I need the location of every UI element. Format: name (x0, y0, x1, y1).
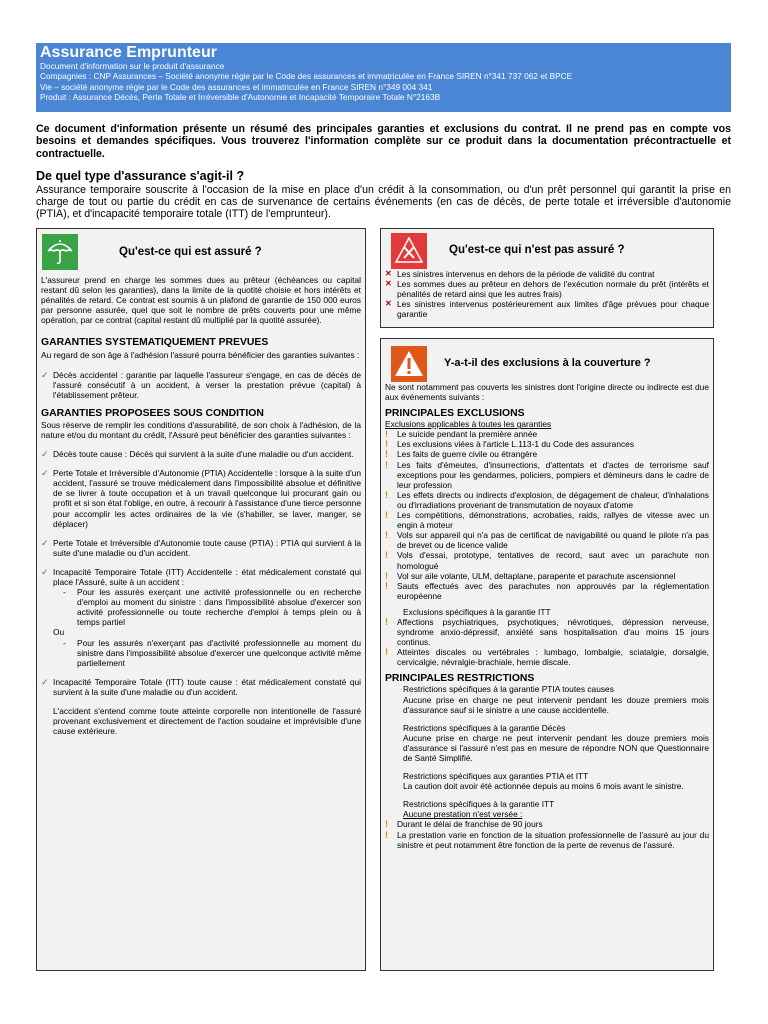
list-item: ! Durant le délai de franchise de 90 jours (385, 819, 543, 830)
list-item: ✓ Perte Totale et Irréversible d'Autonomie (PTIA) Accidentelle : lorsque à la suite d'un accident, l'assuré se trouve médicalement dans l'impossibilité absolue et définitive de se livrer à toute occupation et à un travail quelconque lui procurant gain ou profit et si son état l'oblige, en outre, à recourir à l'assistance d'une tierce personne pour accomplir les actes ordinaires de la vie (s'habiller, se laver, manger, se déplacer) (41, 468, 361, 529)
banner-line: Document d'information sur le produit d'assurance (40, 61, 225, 71)
header-banner (36, 43, 731, 112)
list-item: ✕ Les sinistres intervenus postérieurement aux limites d'âge prévues pour chaque garantie (385, 299, 709, 320)
restriction-label: Restrictions spécifiques à la garantie PTIA toutes causes (403, 684, 614, 695)
exclamation-icon: ! (385, 489, 388, 500)
not-assured-panel (380, 228, 714, 328)
list-item: ✓ Incapacité Temporaire Totale (ITT) Accidentelle : état médicalement constaté qui place l'Assuré, suite à un accident : (41, 566, 361, 587)
exclusions-panel (380, 338, 714, 971)
check-icon: ✓ (41, 449, 49, 460)
intro-paragraph: Ce document d'information présente un résumé des principales garanties et exclusions du contrat. Il ne prend pas en compte vos besoins et demandes spécifiques. Vous trouverez l'information complète sur ce produit dans la documentation précontractuelle et contractuelle. (36, 123, 731, 160)
exclamation-icon: ! (385, 580, 388, 591)
list-item: - Pour les assurés exerçant une activité professionnelle ou en recherche d'emploi au moment du sinistre : dans l'impossibilité absolue d'exercer son activité professionnelle ou toute recherche d'emploi à temps plein ou à temps partiel (63, 587, 361, 628)
exclamation-icon: ! (385, 550, 388, 561)
exclusions-title: Y-a-t-il des exclusions à la couverture ? (444, 357, 651, 369)
list-item: ! Les faits d'émeutes, d'insurrections, d'attentats et d'actes de terrorisme sauf exceptions pour les gendarmes, policiers, pompiers et démineurs dans le cadre de leur profession (385, 459, 709, 490)
systematic-guarantees-text: Au regard de son âge à l'adhésion l'assuré pourra bénéficier des garanties suivantes : (41, 350, 360, 361)
exclusions-intro: Ne sont notamment pas couverts les sinistres dont l'origine directe ou indirecte est due aux événements suivants : (385, 382, 709, 403)
check-icon: ✓ (41, 468, 49, 479)
insurance-type-heading: De quel type d'assurance s'agit-il ? (36, 169, 245, 183)
umbrella-icon (42, 234, 78, 270)
list-item: ! Atteintes discales ou vertébrales : lumbago, lombalgie, sciatalgie, dorsalgie, cervicalgie, névralgie-brachiale, hernie discale. (385, 647, 709, 668)
list-item: ✓ Décès toute cause : Décès qui survient à la suite d'une maladie ou d'un accident. (41, 449, 354, 460)
cross-icon: ✕ (385, 299, 392, 309)
check-icon: ✓ (41, 369, 49, 380)
list-item: ! Le suicide pendant la première année (385, 429, 538, 440)
not-assured-title: Qu'est-ce qui n'est pas assuré ? (449, 244, 625, 256)
exclamation-icon: ! (385, 616, 388, 627)
banner-line: Compagnies : CNP Assurances – Société anonyme régie par le Code des assurances et immatriculée en France SIREN n°341 737 062 et BPCE (40, 71, 573, 82)
list-item: ✓ Décès accidentel : garantie par laquelle l'assureur s'engage, en cas de décès de l'assuré consécutif à un accident, à verser la prestation prévue (capital) à l'établissement prêteur. (41, 369, 361, 400)
check-icon: ✓ (41, 676, 49, 687)
assured-intro: L'assureur prend en charge les sommes dues au prêteur (échéances ou capital restant dû selon les garanties), dans la limite de la quotité choisie et hors intérêts et pénalités de retard. Ce contrat est soumis à un plafond de garantie de 150 000 euros par personne assurée, quel que soit le nombre de prêts couverts pour une même opération, par ce contrat (capital restant dû multiplié par la quotité assurée). (41, 275, 361, 326)
check-icon: ✓ (41, 566, 49, 577)
restriction-text: Aucune prise en charge ne peut intervenir pendant les douze premiers mois d'assurance si l'assuré n'est pas en mesure de répondre NON que Questionnaire de Santé Simplifié. (403, 732, 709, 763)
exclamation-icon: ! (385, 819, 388, 830)
list-item: ✓ Perte Totale et Irréversible d'Autonomie toute cause (PTIA) : PTIA qui survient à la suite d'une maladie ou d'un accident. (41, 537, 361, 558)
cross-icon: ✕ (385, 269, 392, 278)
cross-icon: ✕ (385, 279, 392, 289)
crossed-document-icon (391, 233, 427, 269)
all-guarantees-label: Exclusions applicables à toutes les garanties (385, 419, 552, 430)
conditional-guarantees-text: Sous réserve de remplir les conditions d'assurabilité, de son choix à l'adhésion, de la nature et/ou du montant du crédit, l'Assuré peut bénéficier des garanties suivantes : (41, 419, 361, 440)
list-item: ! Vol sur aile volante, ULM, deltaplane, parapente et parachute ascensionnel (385, 570, 676, 581)
exclamation-icon: ! (385, 570, 388, 581)
list-item: ! Vols sur appareil qui n'a pas de certificat de navigabilité ou quand le pilote n'a pas de brevet ou de licence valide (385, 530, 709, 551)
exclamation-icon: ! (385, 829, 388, 840)
check-icon: ✓ (41, 537, 49, 548)
list-item: ✓ Incapacité Temporaire Totale (ITT) toute cause : état médicalement constaté qui survient à la suite d'une maladie ou d'un accident. (41, 676, 361, 697)
exclamation-icon: ! (385, 530, 388, 541)
list-item: ✕ Les sinistres intervenus en dehors de la période de validité du contrat (385, 269, 655, 279)
list-item: ✕ Les sommes dues au prêteur en dehors de l'exécution normale du prêt (intérêts et pénalités de retard ainsi que les autres frais) (385, 279, 709, 300)
accident-definition: L'accident s'entend comme toute atteinte corporelle non intentionelle de l'assuré provenant exclusivement et directement de l'action soudaine et imprévisible d'une cause extérieure. (53, 706, 361, 737)
restriction-text: La caution doit avoir été actionnée depuis au moins 6 mois avant le sinistre. (403, 781, 684, 792)
exclamation-icon: ! (385, 429, 388, 440)
exclamation-icon: ! (385, 510, 388, 521)
exclamation-icon: ! (385, 449, 388, 460)
itt-exclusions-label: Exclusions spécifiques à la garantie ITT (403, 606, 551, 617)
list-item: - Pour les assurés n'exerçant pas d'activité professionnelle au moment du sinistre dans l'impossibilité absolue d'exercer une quelconque activité même partiellement (63, 637, 361, 668)
document-title: Assurance Emprunteur (40, 44, 217, 61)
restriction-label: Restrictions spécifiques à la garantie ITT (403, 799, 555, 810)
list-item: ! Vols d'essai, prototype, tentatives de record, saut avec un parachute non homologué (385, 550, 709, 571)
list-item: ! Les effets directs ou indirects d'explosion, de dégagement de chaleur, d'inhalations ou d'irradiations provenant de transmutation de noyaux d'atome (385, 489, 709, 510)
exclamation-icon: ! (385, 647, 388, 658)
or-label: Ou (53, 627, 65, 638)
banner-line: Produit : Assurance Décès, Perte Totale et Irréversible d'Autonomie et Incapacité Temporaire Totale N°2163B (40, 91, 441, 102)
main-restrictions-heading: PRINCIPALES RESTRICTIONS (385, 673, 535, 685)
exclamation-icon: ! (385, 459, 388, 470)
assured-title: Qu'est-ce qui est assuré ? (119, 246, 262, 258)
list-item: ! La prestation varie en fonction de la situation professionnelle de l'assuré au jour du sinistre et peut notamment être fonction de la perte de revenus de l'assuré. (385, 829, 709, 850)
list-item: ! Les compétitions, démonstrations, acrobaties, raids, rallyes de vitesse avec un engin à moteur (385, 510, 709, 531)
assured-panel (36, 228, 366, 971)
banner-line: Vie – société anonyme régie par le Code des assurances et immatriculée en France SIREN n°349 004 341 (40, 81, 433, 92)
restriction-label: Restrictions spécifiques à la garantie Décès (403, 722, 566, 733)
restriction-label: Restrictions spécifiques aux garanties PTIA et ITT (403, 771, 589, 782)
warning-icon (391, 346, 427, 382)
main-exclusions-heading: PRINCIPALES EXCLUSIONS (385, 408, 525, 420)
list-item: ! Sauts effectués avec des parachutes non approuvés par la réglementation européenne (385, 580, 709, 601)
list-item: ! Les exclusions viées à l'article L.113-1 du Code des assurances (385, 439, 635, 450)
conditional-guarantees-heading: GARANTIES PROPOSEES SOUS CONDITION (41, 407, 264, 419)
exclamation-icon: ! (385, 439, 388, 450)
restriction-sublabel: Aucune prestation n'est versée : (403, 809, 523, 820)
systematic-guarantees-heading: GARANTIES SYSTEMATIQUEMENT PREVUES (41, 337, 269, 349)
insurance-type-text: Assurance temporaire souscrite à l'occasion de la mise en place d'un crédit à la consommation, ou d'un prêt personnel qui garantit la prise en charge de tout ou partie du crédit en cas de survenance de certains événements (en cas de décès, de perte totale et irréversible d'autonomie (PTIA), et d'incapacité temporaire totale (ITT) de l'emprunteur). (36, 184, 731, 221)
restriction-text: Aucune prise en charge ne peut intervenir pendant les douze premiers mois d'assurance sauf si le sinistre a une cause accidentelle. (403, 694, 709, 715)
list-item: ! Les faits de guerre civile ou étrangère (385, 449, 538, 460)
list-item: ! Affections psychiatriques, psychotiques, névrotiques, dépression nerveuse, syndrome anxio-dépressif, anxiété sans hospitalisation d'au moins 15 jours continus. (385, 616, 709, 648)
